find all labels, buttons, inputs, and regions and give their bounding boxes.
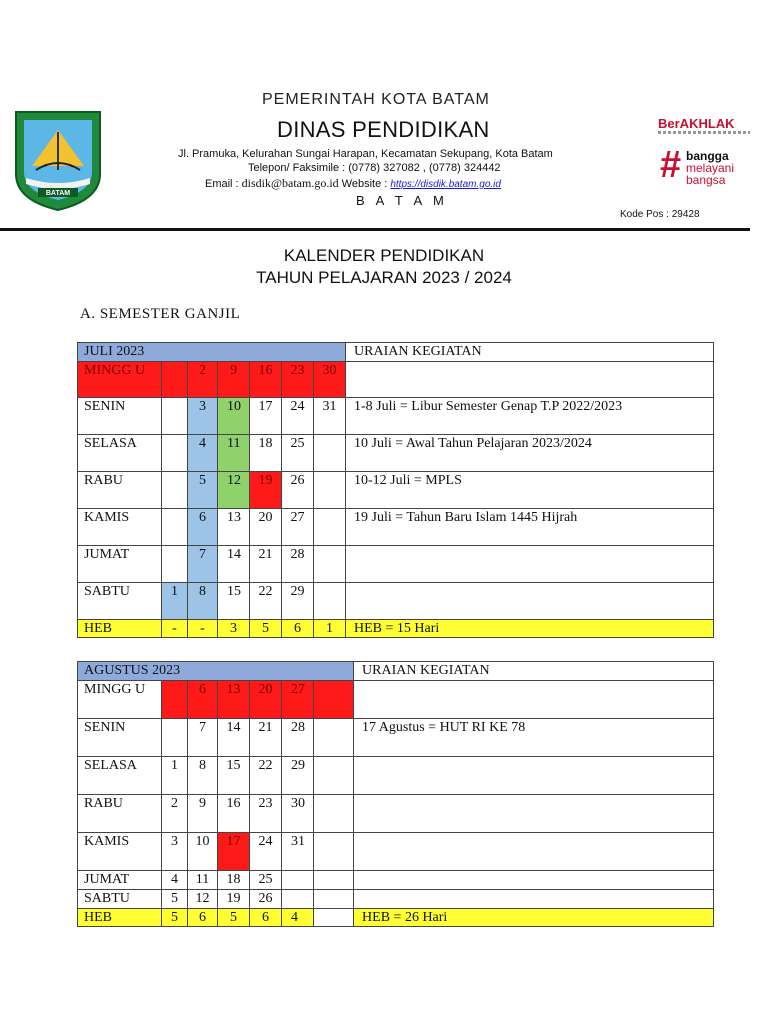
bangga-word-2: melayani — [686, 161, 735, 175]
date-cell — [162, 472, 188, 509]
activity-text — [354, 833, 714, 871]
date-cell: 5 — [162, 890, 188, 909]
hashtag-icon: # — [660, 144, 682, 186]
date-cell: 6 — [188, 509, 218, 546]
month-header: JULI 2023 — [78, 343, 346, 362]
date-cell: 21 — [250, 546, 282, 583]
letterhead-divider — [0, 228, 750, 231]
date-cell: 17 — [218, 833, 250, 871]
sunday-cell: 16 — [250, 362, 282, 398]
activity-text — [354, 871, 714, 890]
heb-label: HEB — [78, 909, 162, 927]
heb-total: HEB = 26 Hari — [354, 909, 714, 927]
date-cell: 14 — [218, 719, 250, 757]
heb-cell — [314, 909, 354, 927]
date-cell: 30 — [282, 795, 314, 833]
date-cell: 25 — [250, 871, 282, 890]
sunday-cell: 30 — [314, 362, 346, 398]
day-label: SABTU — [78, 890, 162, 909]
bangga-melayani-badge — [660, 146, 760, 190]
day-label: SABTU — [78, 583, 162, 620]
date-cell: 19 — [218, 890, 250, 909]
heb-total: HEB = 15 Hari — [346, 620, 714, 638]
date-cell: 28 — [282, 719, 314, 757]
date-cell: 10 — [218, 398, 250, 435]
activity-text: 1-8 Juli = Libur Semester Genap T.P 2022/2023 — [346, 398, 714, 435]
section-label: A. SEMESTER GANJIL — [80, 306, 241, 322]
uraian-header: URAIAN KEGIATAN — [346, 343, 714, 362]
day-label: JUMAT — [78, 546, 162, 583]
date-cell — [314, 583, 346, 620]
date-cell — [314, 719, 354, 757]
sunday-cell: 20 — [250, 681, 282, 719]
date-cell: 13 — [218, 509, 250, 546]
month-header: AGUSTUS 2023 — [78, 662, 354, 681]
date-cell — [282, 890, 314, 909]
date-cell: 11 — [188, 871, 218, 890]
agency-name: DINAS PENDIDIKAN — [277, 117, 490, 142]
uraian-empty — [354, 681, 714, 719]
heb-cell: 6 — [188, 909, 218, 927]
heb-cell: 5 — [162, 909, 188, 927]
date-cell: 8 — [188, 583, 218, 620]
heb-cell: 6 — [282, 620, 314, 638]
date-cell: 24 — [250, 833, 282, 871]
activity-text — [346, 583, 714, 620]
day-label: SENIN — [78, 719, 162, 757]
date-cell: 1 — [162, 583, 188, 620]
gov-title: PEMERINTAH KOTA BATAM — [262, 91, 490, 108]
date-cell: 5 — [188, 472, 218, 509]
date-cell: 22 — [250, 757, 282, 795]
date-cell: 11 — [218, 435, 250, 472]
berakhlak-badge: BerAKHLAK — [658, 116, 735, 131]
agency-phone: Telepon/ Faksimile : (0778) 327082 , (0778) 324442 — [248, 162, 501, 174]
heb-label: HEB — [78, 620, 162, 638]
heb-cell: - — [188, 620, 218, 638]
batam-city-emblem-icon — [12, 108, 104, 212]
date-cell: 4 — [188, 435, 218, 472]
date-cell — [314, 472, 346, 509]
sunday-label: MINGG U — [78, 362, 162, 398]
date-cell — [314, 435, 346, 472]
activity-text — [354, 757, 714, 795]
date-cell — [282, 871, 314, 890]
date-cell: 26 — [282, 472, 314, 509]
sunday-cell — [314, 681, 354, 719]
date-cell — [162, 398, 188, 435]
date-cell: 31 — [282, 833, 314, 871]
date-cell: 3 — [188, 398, 218, 435]
date-cell — [314, 546, 346, 583]
uraian-empty — [346, 362, 714, 398]
sunday-label: MINGG U — [78, 681, 162, 719]
doc-title: KALENDER PENDIDIKAN — [283, 246, 485, 265]
date-cell — [314, 509, 346, 546]
date-cell: 9 — [188, 795, 218, 833]
date-cell: 29 — [282, 583, 314, 620]
heb-cell: 5 — [218, 909, 250, 927]
date-cell: 12 — [218, 472, 250, 509]
date-cell: 28 — [282, 546, 314, 583]
day-label: SENIN — [78, 398, 162, 435]
agency-address: Jl. Pramuka, Kelurahan Sungai Harapan, Kecamatan Sekupang, Kota Batam — [178, 148, 553, 160]
date-cell: 4 — [162, 871, 188, 890]
sunday-cell: 13 — [218, 681, 250, 719]
date-cell: 22 — [250, 583, 282, 620]
date-cell: 24 — [282, 398, 314, 435]
heb-cell: 3 — [218, 620, 250, 638]
date-cell — [162, 509, 188, 546]
activity-text — [346, 546, 714, 583]
letterhead — [0, 91, 768, 230]
date-cell: 26 — [250, 890, 282, 909]
emblem-label: BATAM — [45, 190, 71, 197]
website-link[interactable]: https://disdik.batam.go.id — [390, 179, 501, 190]
gov-title-clipped — [0, 91, 768, 110]
doc-subtitle: TAHUN PELAJARAN 2023 / 2024 — [256, 268, 512, 287]
sunday-cell: 6 — [188, 681, 218, 719]
date-cell — [314, 871, 354, 890]
activity-text — [354, 890, 714, 909]
day-label: RABU — [78, 472, 162, 509]
email-label: Email : — [205, 178, 239, 190]
day-label: SELASA — [78, 435, 162, 472]
uraian-header: URAIAN KEGIATAN — [354, 662, 714, 681]
date-cell: 25 — [282, 435, 314, 472]
date-cell: 15 — [218, 757, 250, 795]
sunday-cell: 2 — [188, 362, 218, 398]
date-cell: 31 — [314, 398, 346, 435]
date-cell: 7 — [188, 546, 218, 583]
sunday-cell: 9 — [218, 362, 250, 398]
date-cell: 12 — [188, 890, 218, 909]
activity-text: 17 Agustus = HUT RI KE 78 — [354, 719, 714, 757]
calendar-august — [77, 661, 714, 927]
date-cell — [314, 757, 354, 795]
date-cell — [314, 890, 354, 909]
city-name: B A T A M — [356, 193, 448, 208]
date-cell: 14 — [218, 546, 250, 583]
date-cell: 10 — [188, 833, 218, 871]
activity-text: 10 Juli = Awal Tahun Pelajaran 2023/2024 — [346, 435, 714, 472]
heb-cell: 1 — [314, 620, 346, 638]
sunday-cell: 27 — [282, 681, 314, 719]
date-cell — [314, 833, 354, 871]
date-cell — [314, 795, 354, 833]
date-cell: 3 — [162, 833, 188, 871]
sunday-cell: 23 — [282, 362, 314, 398]
date-cell: 20 — [250, 509, 282, 546]
activity-text: 10-12 Juli = MPLS — [346, 472, 714, 509]
date-cell — [162, 546, 188, 583]
heb-cell: 4 — [282, 909, 314, 927]
calendar-july — [77, 342, 714, 638]
date-cell: 19 — [250, 472, 282, 509]
date-cell: 21 — [250, 719, 282, 757]
date-cell: 1 — [162, 757, 188, 795]
date-cell: 27 — [282, 509, 314, 546]
sunday-cell — [162, 681, 188, 719]
heb-cell: - — [162, 620, 188, 638]
heb-cell: 6 — [250, 909, 282, 927]
date-cell: 16 — [218, 795, 250, 833]
date-cell — [162, 719, 188, 757]
email-address[interactable]: disdik@batam.go.id — [241, 176, 339, 190]
heb-cell: 5 — [250, 620, 282, 638]
date-cell — [162, 435, 188, 472]
day-label: SELASA — [78, 757, 162, 795]
day-label: JUMAT — [78, 871, 162, 890]
date-cell: 2 — [162, 795, 188, 833]
date-cell: 29 — [282, 757, 314, 795]
date-cell: 15 — [218, 583, 250, 620]
berakhlak-tagline-line — [658, 131, 750, 134]
day-label: KAMIS — [78, 833, 162, 871]
website-label: Website : — [341, 178, 388, 190]
date-cell: 18 — [218, 871, 250, 890]
activity-text: 19 Juli = Tahun Baru Islam 1445 Hijrah — [346, 509, 714, 546]
sunday-cell — [162, 362, 188, 398]
bangga-word-3: bangsa — [686, 173, 726, 187]
day-label: RABU — [78, 795, 162, 833]
date-cell: 17 — [250, 398, 282, 435]
contact-line — [205, 176, 501, 191]
bangga-word-1: bangga — [686, 149, 729, 163]
date-cell: 7 — [188, 719, 218, 757]
activity-text — [354, 795, 714, 833]
postal-code: Kode Pos : 29428 — [620, 209, 700, 220]
date-cell: 23 — [250, 795, 282, 833]
date-cell: 18 — [250, 435, 282, 472]
date-cell: 8 — [188, 757, 218, 795]
day-label: KAMIS — [78, 509, 162, 546]
